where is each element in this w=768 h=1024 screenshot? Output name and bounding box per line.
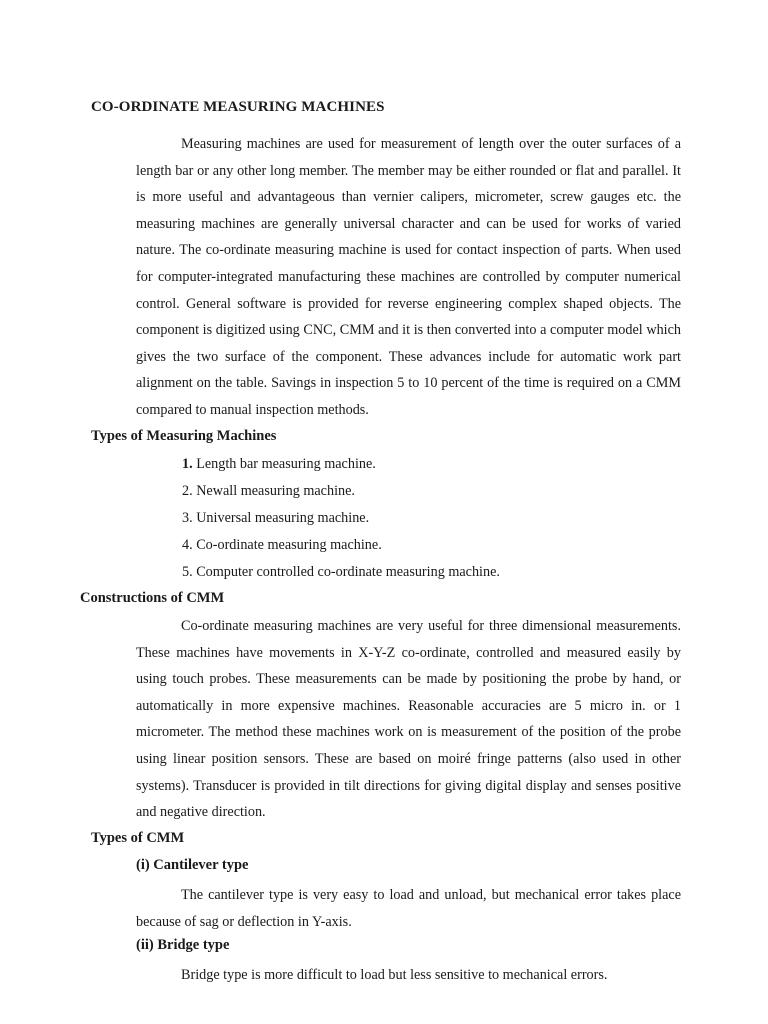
constructions-of-cmm-heading: Constructions of CMM xyxy=(80,590,225,606)
list-item-text: Length bar measuring machine. xyxy=(192,456,376,472)
list-item-number: 1. xyxy=(182,456,193,472)
types-of-measuring-machines-heading: Types of Measuring Machines xyxy=(91,428,277,444)
list-item xyxy=(182,563,500,590)
list-item-text: Newall measuring machine. xyxy=(192,483,355,499)
cantilever-paragraph: The cantilever type is very easy to load and unload, but mechanical error takes place because of sag or deflection in Y-axis. xyxy=(136,887,681,930)
list-item xyxy=(182,536,500,563)
list-item-text: Computer controlled co-ordinate measuring machine. xyxy=(192,564,500,580)
list-item-number: 4. xyxy=(182,537,193,553)
list-item-text: Co-ordinate measuring machine. xyxy=(192,537,382,553)
cantilever-type-heading: (i) Cantilever type xyxy=(136,857,249,873)
page-title: CO-ORDINATE MEASURING MACHINES xyxy=(91,99,385,115)
bridge-type-heading: (ii) Bridge type xyxy=(136,937,230,953)
list-item xyxy=(182,509,500,536)
list-item-number: 5. xyxy=(182,564,193,580)
measuring-machine-types-list xyxy=(182,455,500,590)
types-of-cmm-heading: Types of CMM xyxy=(91,830,185,846)
list-item-number: 2. xyxy=(182,483,193,499)
list-item xyxy=(182,455,500,482)
list-item xyxy=(182,482,500,509)
constructions-paragraph: Co-ordinate measuring machines are very useful for three dimensional measurements. These machines have movements in X-Y-Z co-ordinate, controlled and measured easily by using touch probes. These measurements can be made by positioning the probe by hand, or automatically in more expensive machines. Reasonable accuracies are 5 micro in. or 1 micrometer. The method these machines work on is measurement of the position of the probe using linear position sensors. These are based on moiré fringe patterns (also used in other systems). Transducer is provided in tilt directions for giving digital display and senses positive and negative direction. xyxy=(136,618,681,821)
list-item-number: 3. xyxy=(182,510,193,526)
intro-paragraph: Measuring machines are used for measurement of length over the outer surfaces of a length bar or any other long member. The member may be either rounded or flat and parallel. It is more useful and advantageous than vernier calipers, micrometer, screw gauges etc. the measuring machines are generally universal character and can be used for works of varied nature. The co-ordinate measuring machine is used for contact inspection of parts. When used for computer-integrated manufacturing these machines are controlled by computer numerical control. General software is provided for reverse engineering complex shaped objects. The component is digitized using CNC, CMM and it is then converted into a computer model which gives the two surface of the component. These advances include for automatic work part alignment on the table. Savings in inspection 5 to 10 percent of the time is required on a CMM compared to manual inspection methods. xyxy=(136,136,681,418)
list-item-text: Universal measuring machine. xyxy=(192,510,370,526)
bridge-paragraph: Bridge type is more difficult to load but less sensitive to mechanical errors. xyxy=(181,967,608,983)
